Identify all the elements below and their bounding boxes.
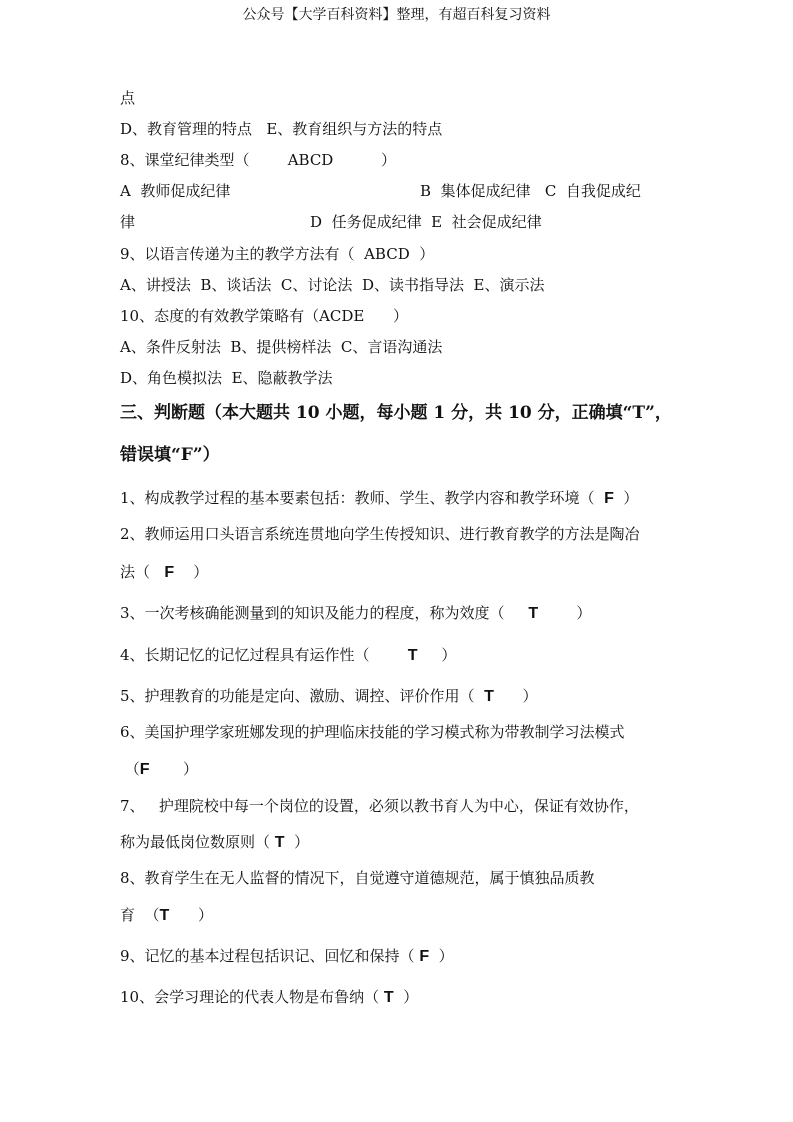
q10-options-1: A、条件反射法 B、提供榜样法 C、言语沟通法 <box>120 338 443 356</box>
q8-option-a: A 教师促成纪律 <box>120 182 231 200</box>
q10-options-2: D、角色模拟法 E、隐蔽教学法 <box>120 369 333 387</box>
answer-mark: F <box>604 490 614 507</box>
answer-mark: T <box>484 688 494 705</box>
tf-item-8: 8、教育学生在无人监督的情况下，自觉遵守道德规范，属于慎独品质教 <box>120 869 595 887</box>
tf-item-8-cont: 育 （T ） <box>120 906 213 924</box>
tf-item-5: 5、护理教育的功能是定向、激励、调控、评价作用（ T ） <box>120 687 538 705</box>
tf-item-6-cont: （F ） <box>124 760 198 778</box>
tf-item-7-cont: 称为最低岗位数原则（ T ） <box>120 833 310 851</box>
mc-line: D、教育管理的特点 E、教育组织与方法的特点 <box>120 120 443 138</box>
answer-mark: T <box>528 605 539 622</box>
tf-item-6: 6、美国护理学家班娜发现的护理临床技能的学习模式称为带教制学习法模式 <box>120 723 625 741</box>
q8-wrap: 律 <box>120 213 136 231</box>
section-title: 三、判断题（本大题共 10 小题，每小题 1 分，共 10 分，正确填“T”， <box>120 403 672 423</box>
answer-mark: F <box>164 564 175 581</box>
answer-mark: T <box>159 907 170 924</box>
tf-item-3: 3、一次考核确能测量到的知识及能力的程度，称为效度（ T ） <box>120 604 592 622</box>
answer-mark: F <box>419 948 430 965</box>
tf-item-2-cont: 法（ F ） <box>120 563 209 581</box>
answer-mark: F <box>139 761 150 778</box>
question-9: 9、以语言传递为主的教学方法有（ ABCD ） <box>120 245 435 263</box>
tf-item-1: 1、构成教学过程的基本要素包括：教师、学生、教学内容和教学环境（ F ） <box>120 489 639 507</box>
question-10: 10、态度的有效教学策略有（ACDE ） <box>120 307 408 325</box>
tf-item-4: 4、长期记忆的记忆过程具有运作性（ T ） <box>120 646 457 664</box>
tf-item-10: 10、会学习理论的代表人物是布鲁纳（ T ） <box>120 988 419 1006</box>
q8-option-bc: B 集体促成纪律 C 自我促成纪 <box>420 182 641 200</box>
tf-item-7: 7、 护理院校中每一个岗位的设置，必须以教书育人为中心，保证有效协作， <box>120 797 639 815</box>
mc-line: 点 <box>120 89 136 107</box>
q9-options: A、讲授法 B、谈话法 C、讨论法 D、读书指导法 E、演示法 <box>120 276 545 294</box>
tf-item-9: 9、记忆的基本过程包括识记、回忆和保持（ F ） <box>120 947 454 965</box>
tf-item-2: 2、教师运用口头语言系统连贯地向学生传授知识、进行教育教学的方法是陶冶 <box>120 525 640 543</box>
q8-option-de: D 任务促成纪律 E 社会促成纪律 <box>310 213 542 231</box>
answer-mark: T <box>274 834 285 851</box>
question-8: 8、课堂纪律类型（ ABCD ） <box>120 151 397 169</box>
answer-mark: T <box>383 989 394 1006</box>
section-title-cont: 错误填“F”） <box>120 445 220 465</box>
page-header: 公众号【大学百科资料】整理，有超百科复习资料 <box>242 7 551 23</box>
answer-mark: T <box>407 647 418 664</box>
